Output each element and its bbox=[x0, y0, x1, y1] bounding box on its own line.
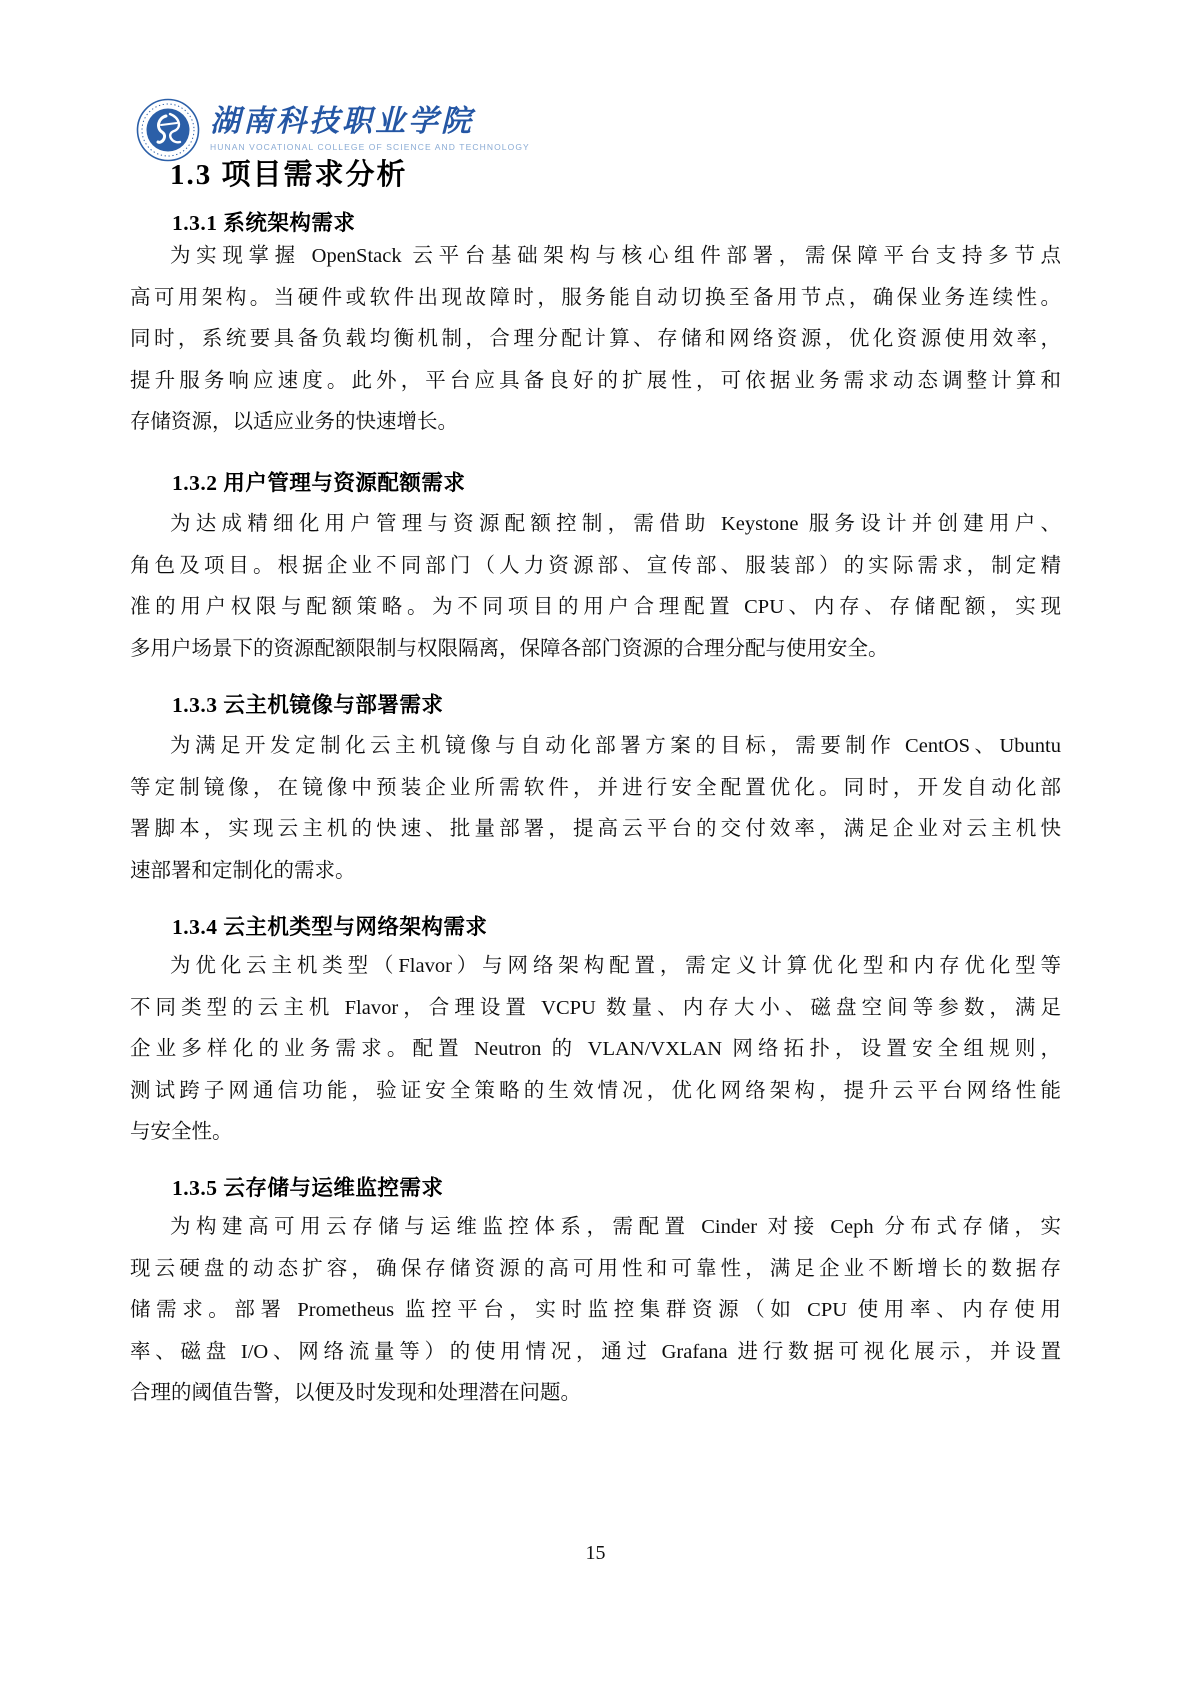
paragraph-line: 为构建高可用云存储与运维监控体系，需配置 Cinder 对接 Ceph 分布式存储，实 bbox=[170, 1216, 1061, 1238]
paragraph-line: 企业多样化的业务需求。配置 Neutron 的 VLAN/VXLAN 网络拓扑，设置安全组规则， bbox=[130, 1038, 1061, 1061]
section-paragraph bbox=[130, 1207, 1061, 1415]
paragraph-line: 为实现掌握 OpenStack 云平台基础架构与核心组件部署，需保障平台支持多节点 bbox=[170, 245, 1061, 267]
section-heading: 1.3.2 用户管理与资源配额需求 bbox=[172, 471, 466, 495]
paragraph-line: 速部署和定制化的需求。 bbox=[130, 859, 356, 882]
college-name-chinese: 湖南科技职业学院 bbox=[210, 105, 474, 138]
paragraph-line: 测试跨子网通信功能，验证安全策略的生效情况，优化网络架构，提升云平台网络性能 bbox=[130, 1079, 1061, 1102]
paragraph-line: 角色及项目。根据企业不同部门（人力资源部、宣传部、服装部）的实际需求，制定精 bbox=[130, 554, 1061, 577]
paragraph-line: 准的用户权限与配额策略。为不同项目的用户合理配置 CPU、内存、存储配额，实现 bbox=[130, 596, 1061, 619]
paragraph-line: 现云硬盘的动态扩容，确保存储资源的高可用性和可靠性，满足企业不断增长的数据存 bbox=[130, 1257, 1061, 1280]
paragraph-line: 合理的阈值告警，以便及时发现和处理潜在问题。 bbox=[130, 1382, 581, 1405]
section-paragraph bbox=[130, 946, 1061, 1154]
paragraph-line: 同时，系统要具备负载均衡机制，合理分配计算、存储和网络资源，优化资源使用效率， bbox=[130, 328, 1061, 351]
paragraph-line: 率、磁盘 I/O、网络流量等）的使用情况，通过 Grafana 进行数据可视化展示，并设置 bbox=[130, 1340, 1061, 1363]
paragraph-line: 为达成精细化用户管理与资源配额控制，需借助 Keystone 服务设计并创建用户、 bbox=[170, 513, 1061, 535]
paragraph-line: 署脚本，实现云主机的快速、批量部署，提高云平台的交付效率，满足企业对云主机快 bbox=[130, 818, 1061, 841]
college-emblem-icon bbox=[136, 98, 200, 162]
document-body bbox=[130, 0, 1061, 1684]
college-logo-text bbox=[210, 98, 530, 153]
paragraph-line: 提升服务响应速度。此外，平台应具备良好的扩展性，可依据业务需求动态调整计算和 bbox=[130, 369, 1061, 392]
paragraph-line: 等定制镜像，在镜像中预装企业所需软件，并进行安全配置优化。同时，开发自动化部 bbox=[130, 776, 1061, 799]
section-heading: 1.3.5 云存储与运维监控需求 bbox=[172, 1176, 444, 1200]
paragraph-line: 存储资源，以适应业务的快速增长。 bbox=[130, 411, 458, 434]
section-heading: 1.3.3 云主机镜像与部署需求 bbox=[172, 693, 444, 717]
paragraph-line: 储需求。部署 Prometheus 监控平台，实时监控集群资源（如 CPU 使用率、内存使用 bbox=[130, 1299, 1061, 1322]
paragraph-line: 为满足开发定制化云主机镜像与自动化部署方案的目标，需要制作 CentOS、Ubuntu bbox=[170, 735, 1061, 757]
paragraph-line: 高可用架构。当硬件或软件出现故障时，服务能自动切换至备用节点，确保业务连续性。 bbox=[130, 286, 1061, 309]
paragraph-line: 不同类型的云主机 Flavor，合理设置 VCPU 数量、内存大小、磁盘空间等参数，满足 bbox=[130, 996, 1061, 1019]
section-paragraph bbox=[130, 236, 1061, 444]
section-paragraph bbox=[130, 726, 1061, 892]
paragraph-line: 与安全性。 bbox=[130, 1121, 233, 1144]
page-title: 1.3 项目需求分析 bbox=[170, 159, 408, 191]
page-number: 15 bbox=[585, 1542, 606, 1564]
section-heading: 1.3.4 云主机类型与网络架构需求 bbox=[172, 915, 488, 939]
section-paragraph bbox=[130, 504, 1061, 670]
paragraph-line: 为优化云主机类型（Flavor）与网络架构配置，需定义计算优化型和内存优化型等 bbox=[170, 955, 1061, 977]
paragraph-line: 多用户场景下的资源配额限制与权限隔离，保障各部门资源的合理分配与使用安全。 bbox=[130, 637, 889, 660]
college-name-english: HUNAN VOCATIONAL COLLEGE OF SCIENCE AND TECHNOLOGY bbox=[210, 142, 530, 152]
section-heading: 1.3.1 系统架构需求 bbox=[172, 211, 356, 235]
college-logo bbox=[136, 98, 530, 162]
